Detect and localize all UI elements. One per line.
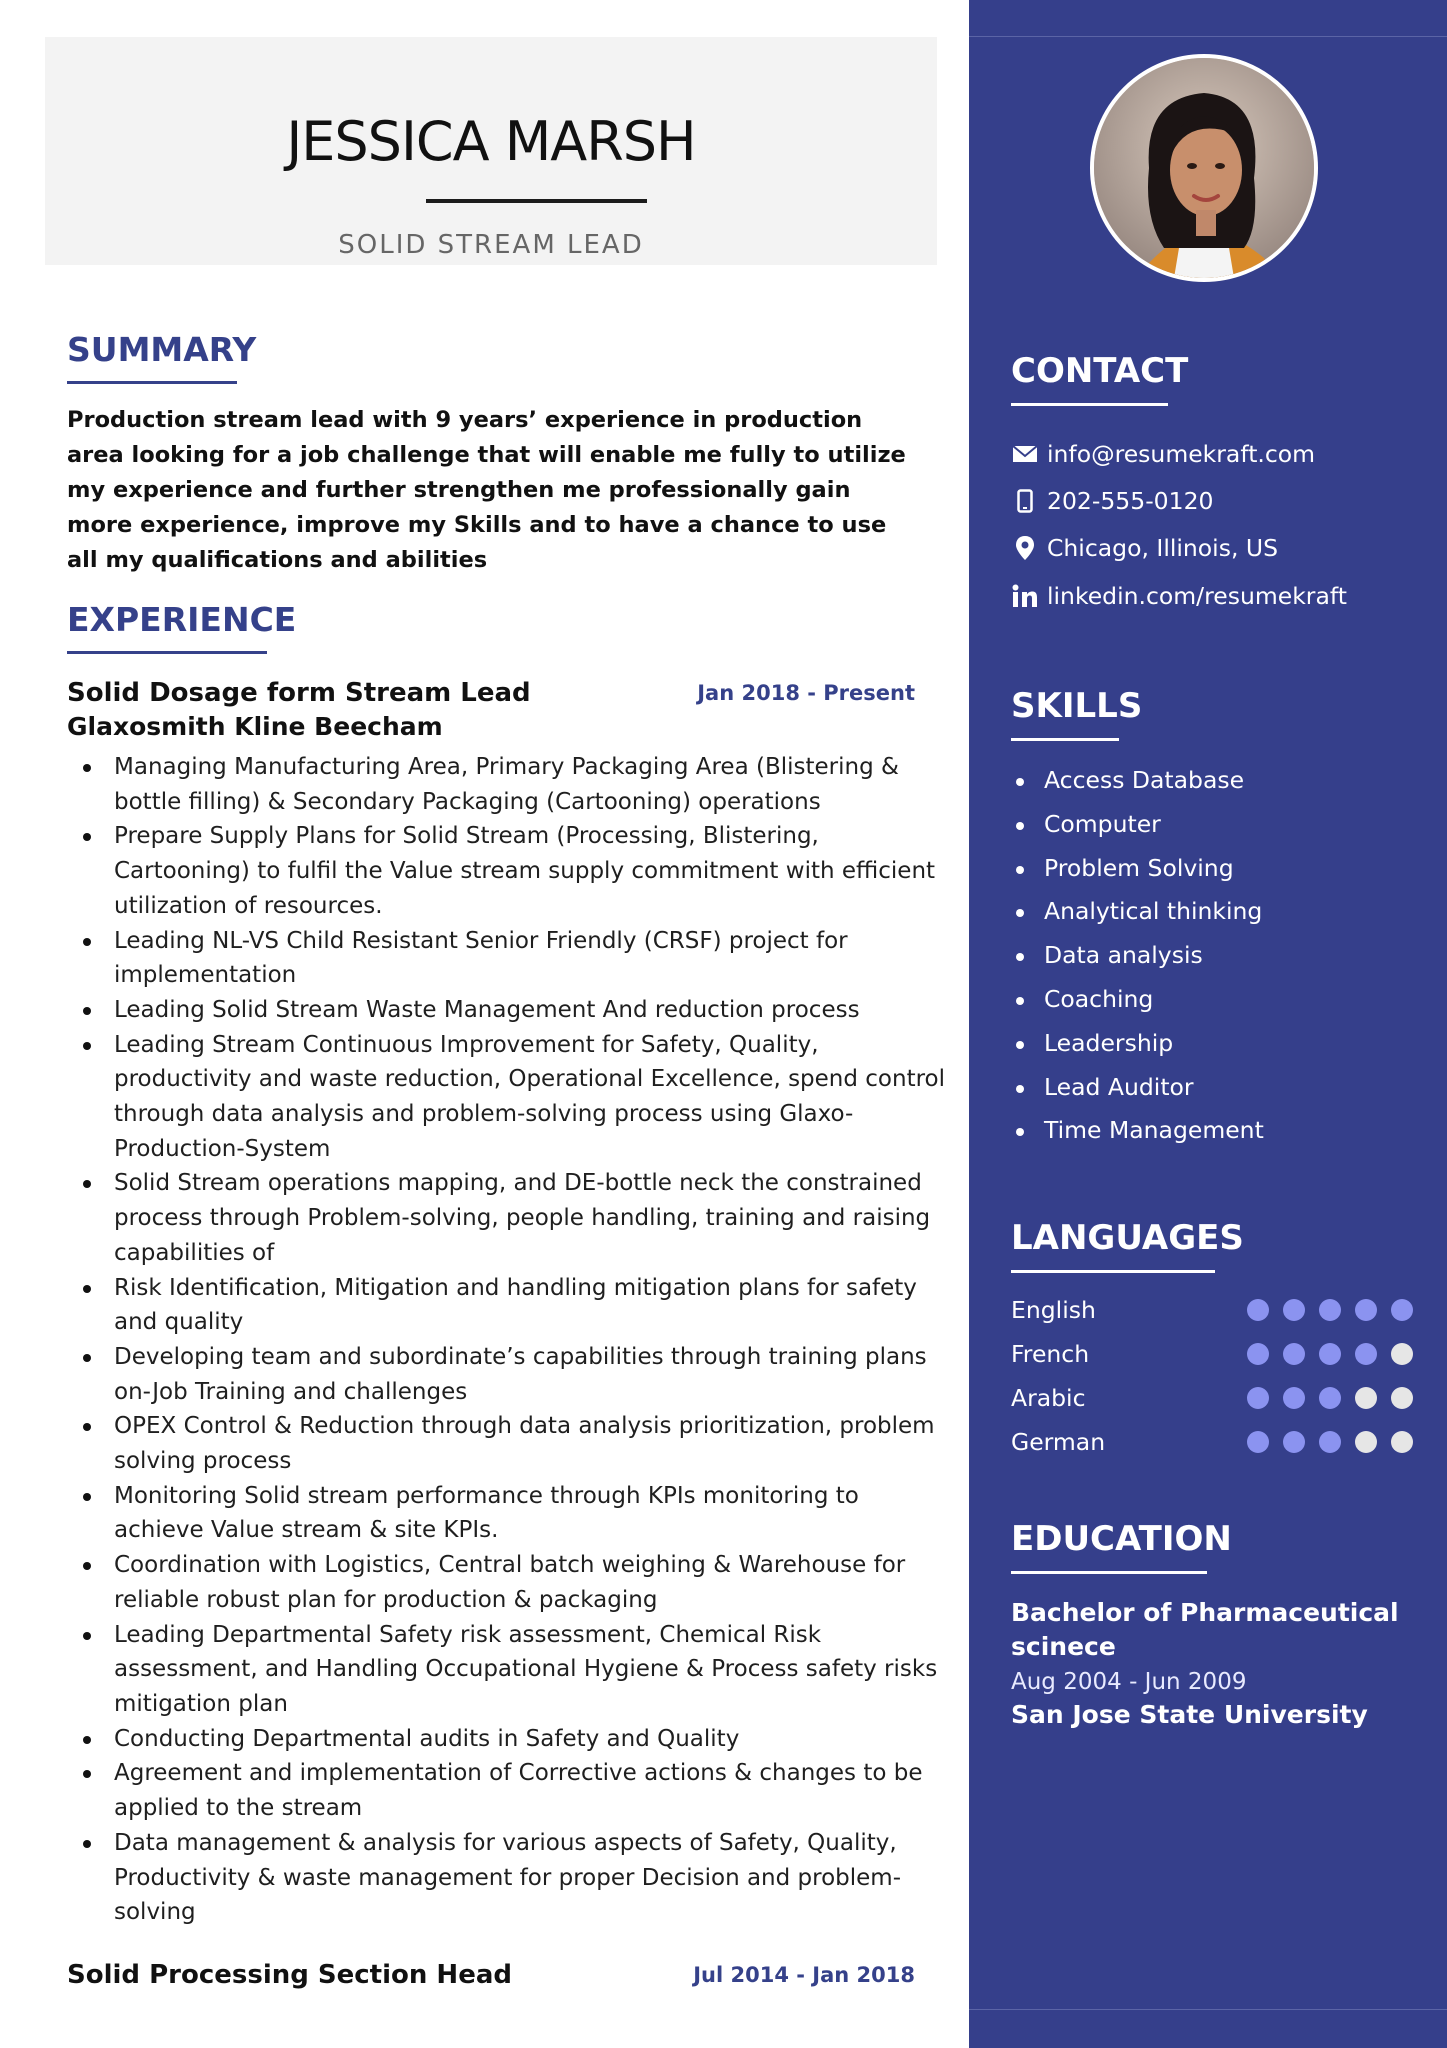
summary-underline [67,381,237,384]
list-item: Conducting Departmental audits in Safety and Quality [67,1722,947,1757]
list-item: Leading Stream Continuous Improvement for Safety, Quality, productivity and waste reduction, Operational Excellence, spend control through data analysis and problem-solving process using Glaxo-Production-System [67,1028,947,1167]
list-item: OPEX Control & Reduction through data analysis prioritization, problem solving process [67,1409,947,1478]
linkedin-icon [1011,582,1039,610]
summary-heading: SUMMARY [67,330,257,369]
rating-dot-filled [1283,1343,1305,1365]
contact-underline [1011,403,1168,406]
list-item: Managing Manufacturing Area, Primary Packaging Area (Blistering & bottle filling) & Secondary Packaging (Cartooning) operations [67,750,947,819]
list-item: Coordination with Logistics, Central batch weighing & Warehouse for reliable robust plan for production & packaging [67,1548,947,1617]
language-name: French [1011,1340,1090,1368]
list-item: Coaching [1011,978,1264,1022]
portrait-illustration [1094,58,1314,278]
job-company: Glaxosmith Kline Beecham [67,712,443,741]
language-name: English [1011,1296,1096,1324]
list-item: Developing team and subordinate’s capabilities through training plans on-Job Training and challenges [67,1340,947,1409]
rating-dot-filled [1283,1299,1305,1321]
summary-text: Production stream lead with 9 years’ experience in production area looking for a job challenge that will enable me fully to utilize my experience and further strengthen me professionally gain more experience, improve my Skills and to have a chance to use all my qualifications and abilities [67,407,906,573]
language-name: Arabic [1011,1384,1086,1412]
language-row [1011,1381,1391,1415]
contact-linkedin[interactable] [1011,579,1347,613]
list-item: Lead Auditor [1011,1066,1264,1110]
contact-heading: CONTACT [1011,351,1189,391]
email-text: info@resumekraft.com [1047,440,1316,468]
languages-underline [1011,1270,1215,1273]
rating-dot-empty [1355,1431,1377,1453]
sidebar-divider [969,2009,1447,2010]
language-rating [1247,1431,1427,1453]
job-dates: Jul 2014 - Jan 2018 [693,1963,915,1987]
job-responsibilities [67,750,947,1930]
list-item: Problem Solving [1011,847,1264,891]
contact-location [1011,531,1278,565]
name-divider [426,199,647,203]
rating-dot-empty [1391,1343,1413,1365]
phone-text: 202-555-0120 [1047,487,1214,515]
rating-dot-filled [1247,1431,1269,1453]
rating-dot-filled [1319,1431,1341,1453]
language-rating [1247,1343,1427,1365]
list-item: Leading NL-VS Child Resistant Senior Friendly (CRSF) project for implementation [67,924,947,993]
rating-dot-filled [1283,1387,1305,1409]
language-row [1011,1293,1391,1327]
list-item: Data management & analysis for various aspects of Safety, Quality, Productivity & waste management for proper Decision and problem-solving [67,1826,947,1930]
language-row [1011,1337,1391,1371]
location-text: Chicago, Illinois, US [1047,534,1279,562]
skills-heading: SKILLS [1011,686,1143,726]
list-item: Access Database [1011,759,1264,803]
rating-dot-filled [1355,1343,1377,1365]
language-rating [1247,1387,1427,1409]
map-pin-icon [1011,534,1039,562]
education-heading: EDUCATION [1011,1519,1232,1559]
rating-dot-filled [1319,1343,1341,1365]
list-item: Risk Identification, Mitigation and handling mitigation plans for safety and quality [67,1271,947,1340]
education-underline [1011,1571,1207,1574]
rating-dot-filled [1247,1343,1269,1365]
list-item: Leading Departmental Safety risk assessment, Chemical Risk assessment, and Handling Occupational Hygiene & Process safety risks mitigation plan [67,1618,947,1722]
job-title: Solid Dosage form Stream Lead [67,678,531,708]
rating-dot-filled [1391,1299,1413,1321]
language-row [1011,1425,1391,1459]
languages-heading: LANGUAGES [1011,1218,1244,1258]
candidate-name: JESSICA MARSH [286,110,696,173]
skills-underline [1011,738,1119,741]
list-item: Time Management [1011,1109,1264,1153]
experience-heading: EXPERIENCE [67,600,297,639]
education-dates: Aug 2004 - Jun 2009 [1011,1669,1247,1695]
list-item: Data analysis [1011,934,1264,978]
rating-dot-filled [1355,1299,1377,1321]
education-degree: Bachelor of Pharmaceutical scinece [1011,1598,1399,1661]
job-title: Solid Processing Section Head [67,1960,512,1990]
list-item: Solid Stream operations mapping, and DE-bottle neck the constrained process through Problem-solving, people handling, training and raising capabilities of [67,1166,947,1270]
envelope-icon [1011,440,1039,468]
rating-dot-filled [1283,1431,1305,1453]
profile-photo [1090,54,1318,282]
language-rating [1247,1299,1427,1321]
language-name: German [1011,1428,1106,1456]
list-item: Agreement and implementation of Corrective actions & changes to be applied to the stream [67,1756,947,1825]
list-item: Monitoring Solid stream performance through KPIs monitoring to achieve Value stream & site KPIs. [67,1479,947,1548]
sidebar [969,0,1447,2048]
education-school: San Jose State University [1011,1700,1368,1729]
phone-icon [1011,487,1039,515]
rating-dot-empty [1391,1387,1413,1409]
experience-underline [67,651,267,654]
contact-email[interactable] [1011,437,1315,471]
list-item: Leading Solid Stream Waste Management And reduction process [67,993,947,1028]
contact-phone[interactable] [1011,484,1213,518]
rating-dot-filled [1319,1299,1341,1321]
sidebar-divider [969,36,1447,37]
header [45,37,937,265]
job-title-headline: SOLID STREAM LEAD [338,230,644,260]
rating-dot-empty [1355,1387,1377,1409]
rating-dot-filled [1247,1299,1269,1321]
job-dates: Jan 2018 - Present [697,681,915,705]
rating-dot-filled [1247,1387,1269,1409]
rating-dot-filled [1319,1387,1341,1409]
list-item: Computer [1011,803,1264,847]
list-item: Analytical thinking [1011,890,1264,934]
list-item: Prepare Supply Plans for Solid Stream (Processing, Blistering, Cartooning) to fulfil the Value stream supply commitment with efficient utilization of resources. [67,819,947,923]
list-item: Leadership [1011,1022,1264,1066]
skills-list [1011,759,1264,1153]
linkedin-text: linkedin.com/resumekraft [1047,582,1347,610]
rating-dot-empty [1391,1431,1413,1453]
